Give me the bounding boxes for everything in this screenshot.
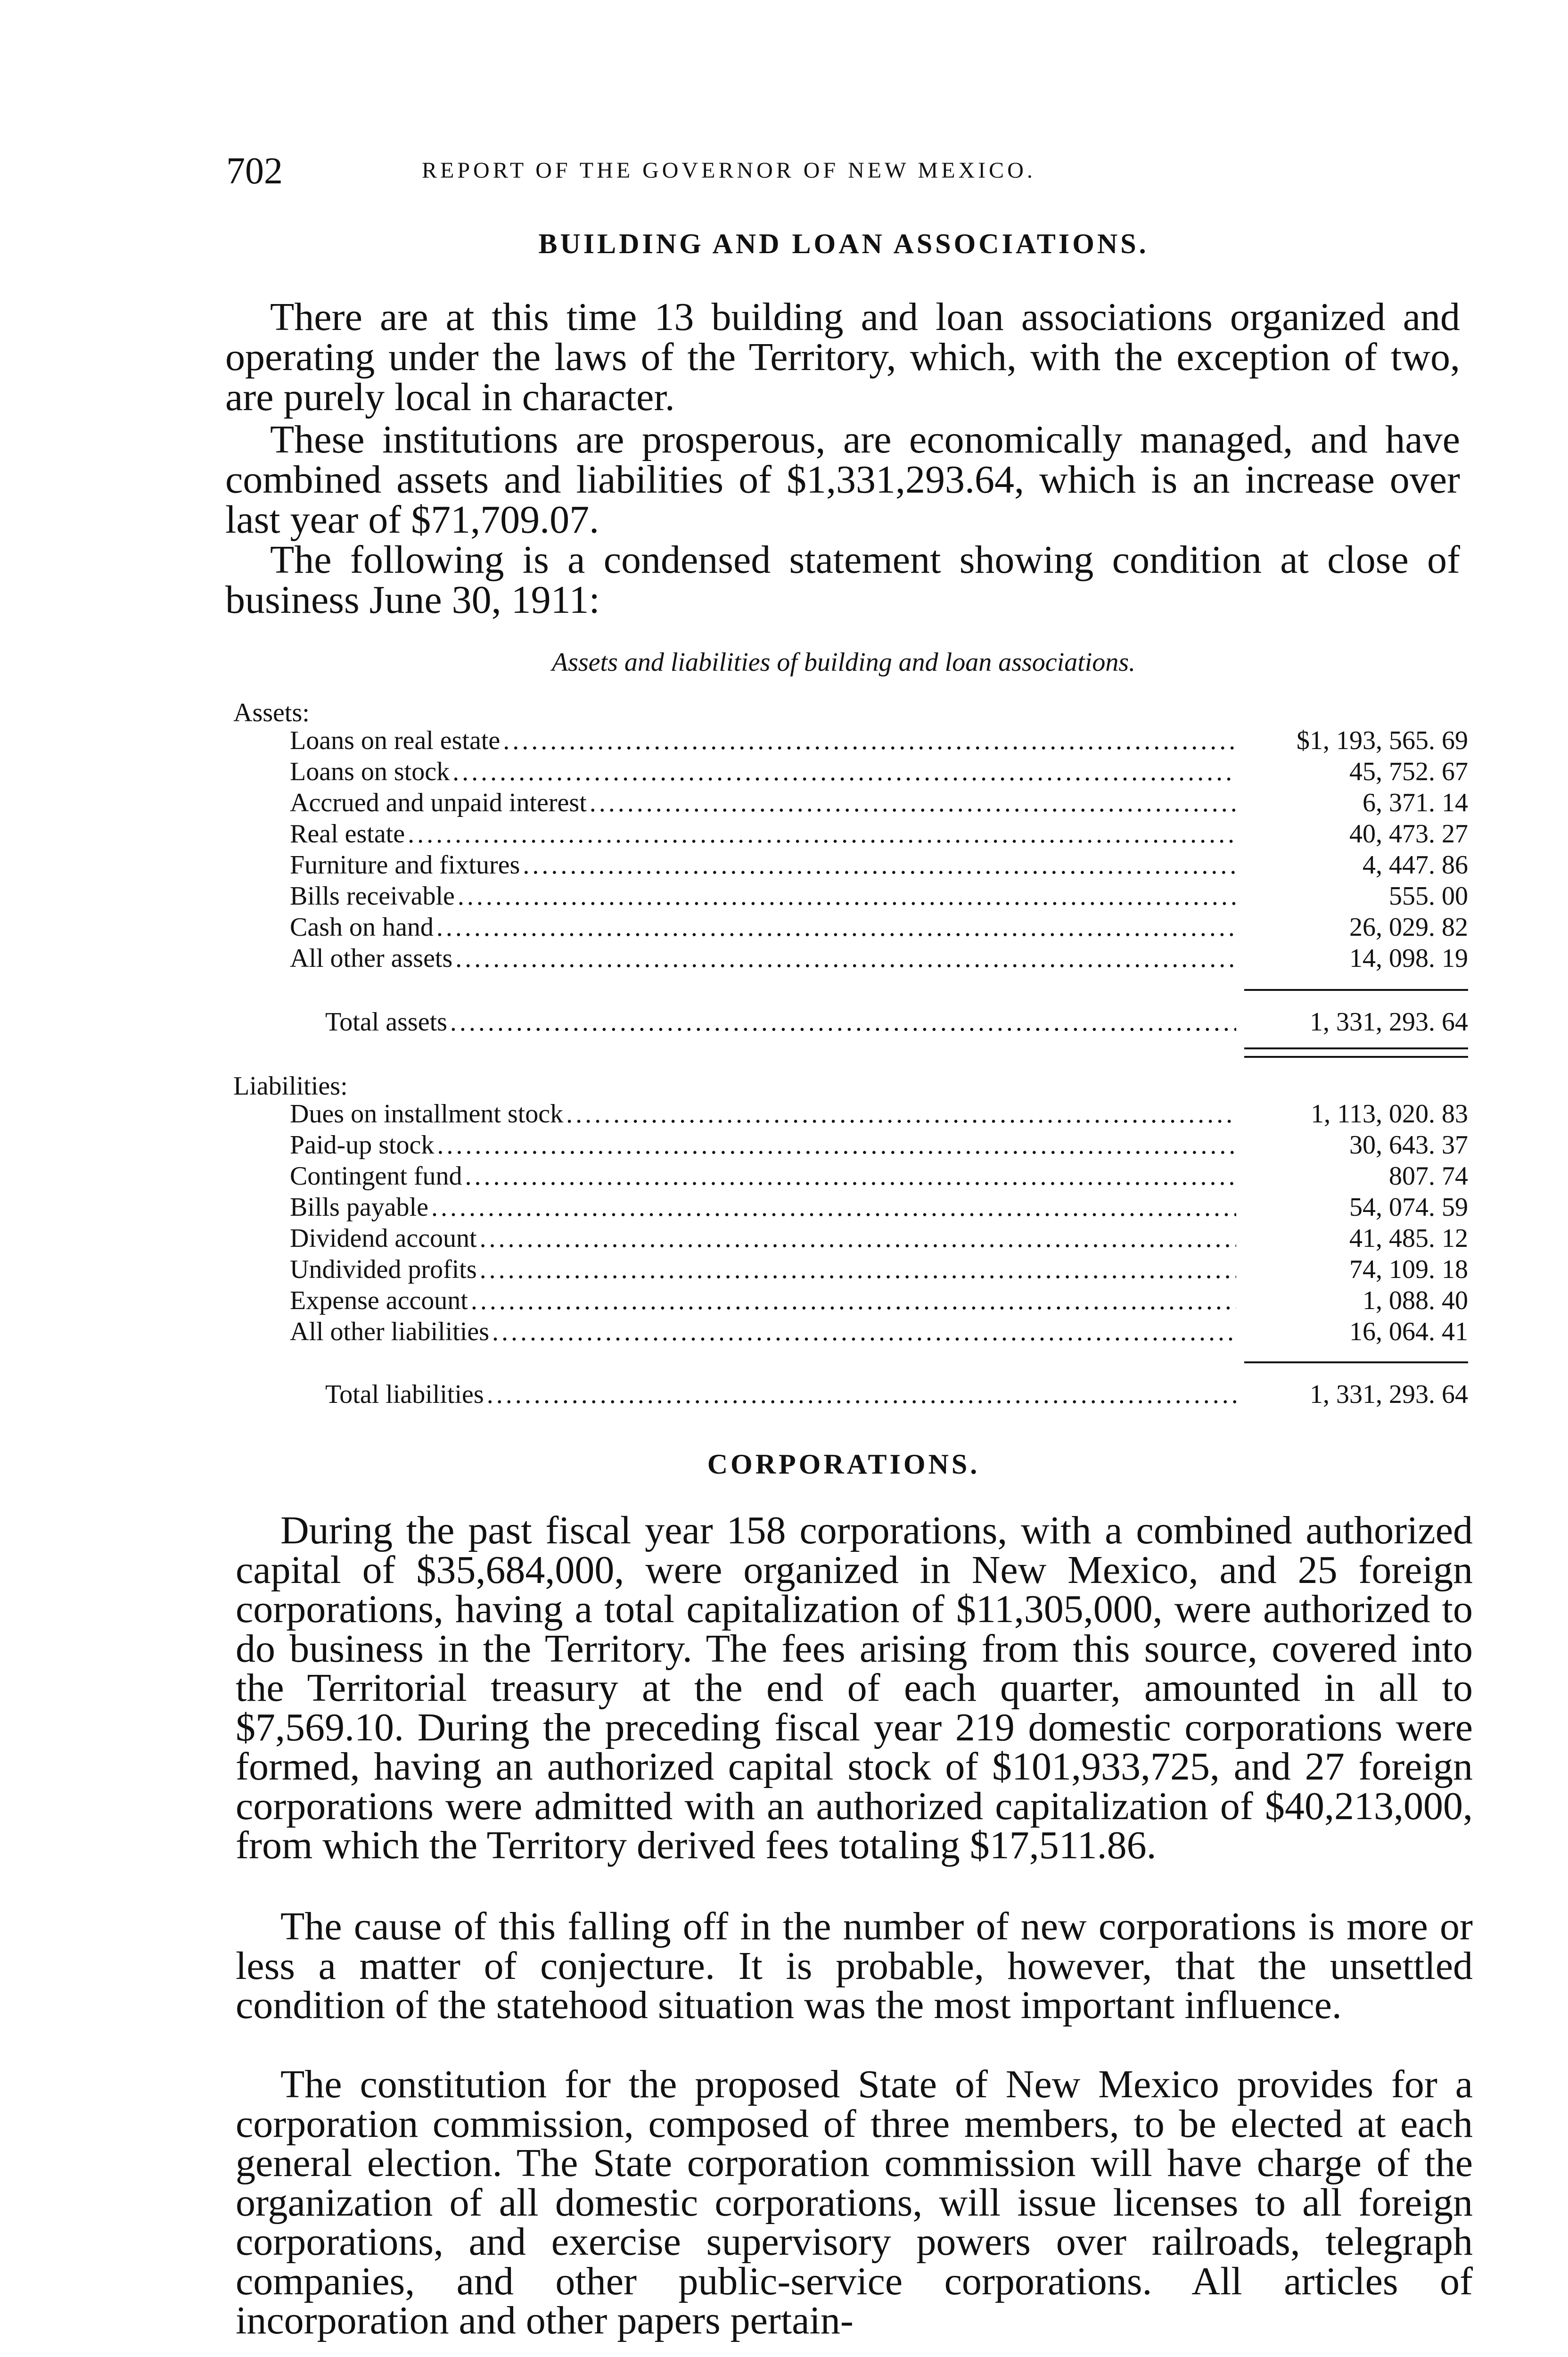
table-row-dividend-account: Dividend account ..... 41, 485. 12 — [290, 1223, 1468, 1254]
section-title-corporations: CORPORATIONS. — [707, 1449, 980, 1480]
table-caption: Assets and liabilities of building and loan associations. — [551, 648, 1136, 677]
table-row-installment-stock: Dues on installment stock ..... 1, 113, 020. 83 — [290, 1098, 1468, 1129]
page-number: 702 — [226, 150, 283, 192]
table-row-loans-stock: Loans on stock ..... 45, 752. 67 — [290, 756, 1468, 787]
table-row-undivided-profits: Undivided profits ..... 74, 109. 18 — [290, 1254, 1468, 1285]
table-row-total-assets: Total assets ..... 1, 331, 293. 64 — [325, 1006, 1468, 1038]
table-row-accrued-interest: Accrued and unpaid interest ..... 6, 371. 14 — [290, 787, 1468, 818]
table-row-expense-account: Expense account ..... 1, 088. 40 — [290, 1285, 1468, 1316]
total-double-rule — [1244, 1047, 1468, 1058]
running-head: REPORT OF THE GOVERNOR OF NEW MEXICO. — [422, 158, 1036, 183]
table-row-contingent-fund: Contingent fund ..... 807. 74 — [290, 1161, 1468, 1192]
table-row-paid-up-stock: Paid-up stock ..... 30, 643. 37 — [290, 1129, 1468, 1161]
paragraph: There are at this time 13 building and loan associations organized and operating under the laws of the Territory, which, with the exception of two, are purely local in character. — [225, 295, 1460, 419]
table-row-cash-on-hand: Cash on hand ..... 26, 029. 82 — [290, 912, 1468, 943]
table-row-furniture: Furniture and fixtures ..... 4, 447. 86 — [290, 849, 1468, 881]
sum-rule — [1244, 1361, 1468, 1363]
sum-rule — [1244, 989, 1468, 991]
paragraph: During the past fiscal year 158 corporations, with a combined authorized capital of $35,684,000, were organized in New Mexico, and 25 foreign corporations, having a total capitalization of $11,305,000, were authorized to do business in the Territory. The fees arising from this source, covered into the Territorial treasury at the end of each quarter, amounted in all to $7,569.10. During the preceding fiscal year 219 domestic corporations were formed, having an authorized capital stock of $101,933,725, and 27 foreign corporations were admitted with an authorized capitalization of $40,213,000, from which the Territory derived fees totaling $17,511.86. — [236, 1508, 1473, 1867]
paragraph: The following is a condensed statement showing condition at close of business June 30, 1911: — [225, 538, 1460, 622]
section-title-building-loan: BUILDING AND LOAN ASSOCIATIONS. — [538, 228, 1149, 259]
table-row-real-estate: Real estate ..... 40, 473. 27 — [290, 818, 1468, 849]
table-row-bills-payable: Bills payable ..... 54, 074. 59 — [290, 1192, 1468, 1223]
table-row-loans-real-estate: Loans on real estate ..... $1, 193, 565. 69 — [290, 725, 1468, 756]
table-row-other-liabilities: All other liabilities ..... 16, 064. 41 — [290, 1316, 1468, 1347]
table-row-total-liabilities: Total liabilities ..... 1, 331, 293. 64 — [325, 1379, 1468, 1410]
table-row-other-assets: All other assets ..... 14, 098. 19 — [290, 943, 1468, 974]
paragraph: The cause of this falling off in the number of new corporations is more or less a matter of conjecture. It is probable, however, that the unsettled condition of the statehood situation was the most important influence. — [236, 1904, 1473, 2027]
assets-heading: Assets: — [233, 698, 310, 727]
liabilities-heading: Liabilities: — [233, 1071, 348, 1101]
page-header — [226, 150, 1263, 192]
table-row-bills-receivable: Bills receivable ..... 555. 00 — [290, 881, 1468, 912]
paragraph: These institutions are prosperous, are economically managed, and have combined assets and liabilities of $1,331,293.64, which is an increase over last year of $71,709.07. — [225, 418, 1460, 542]
paragraph: The constitution for the proposed State of New Mexico provides for a corporation commission, composed of three members, to be elected at each general election. The State corporation commission will have charge of the organization of all domestic corporations, will issue licenses to all foreign corporations, and exercise supervisory powers over railroads, telegraph companies, and other public-service corporations. All articles of incorporation and other papers pertain- — [236, 2062, 1473, 2342]
